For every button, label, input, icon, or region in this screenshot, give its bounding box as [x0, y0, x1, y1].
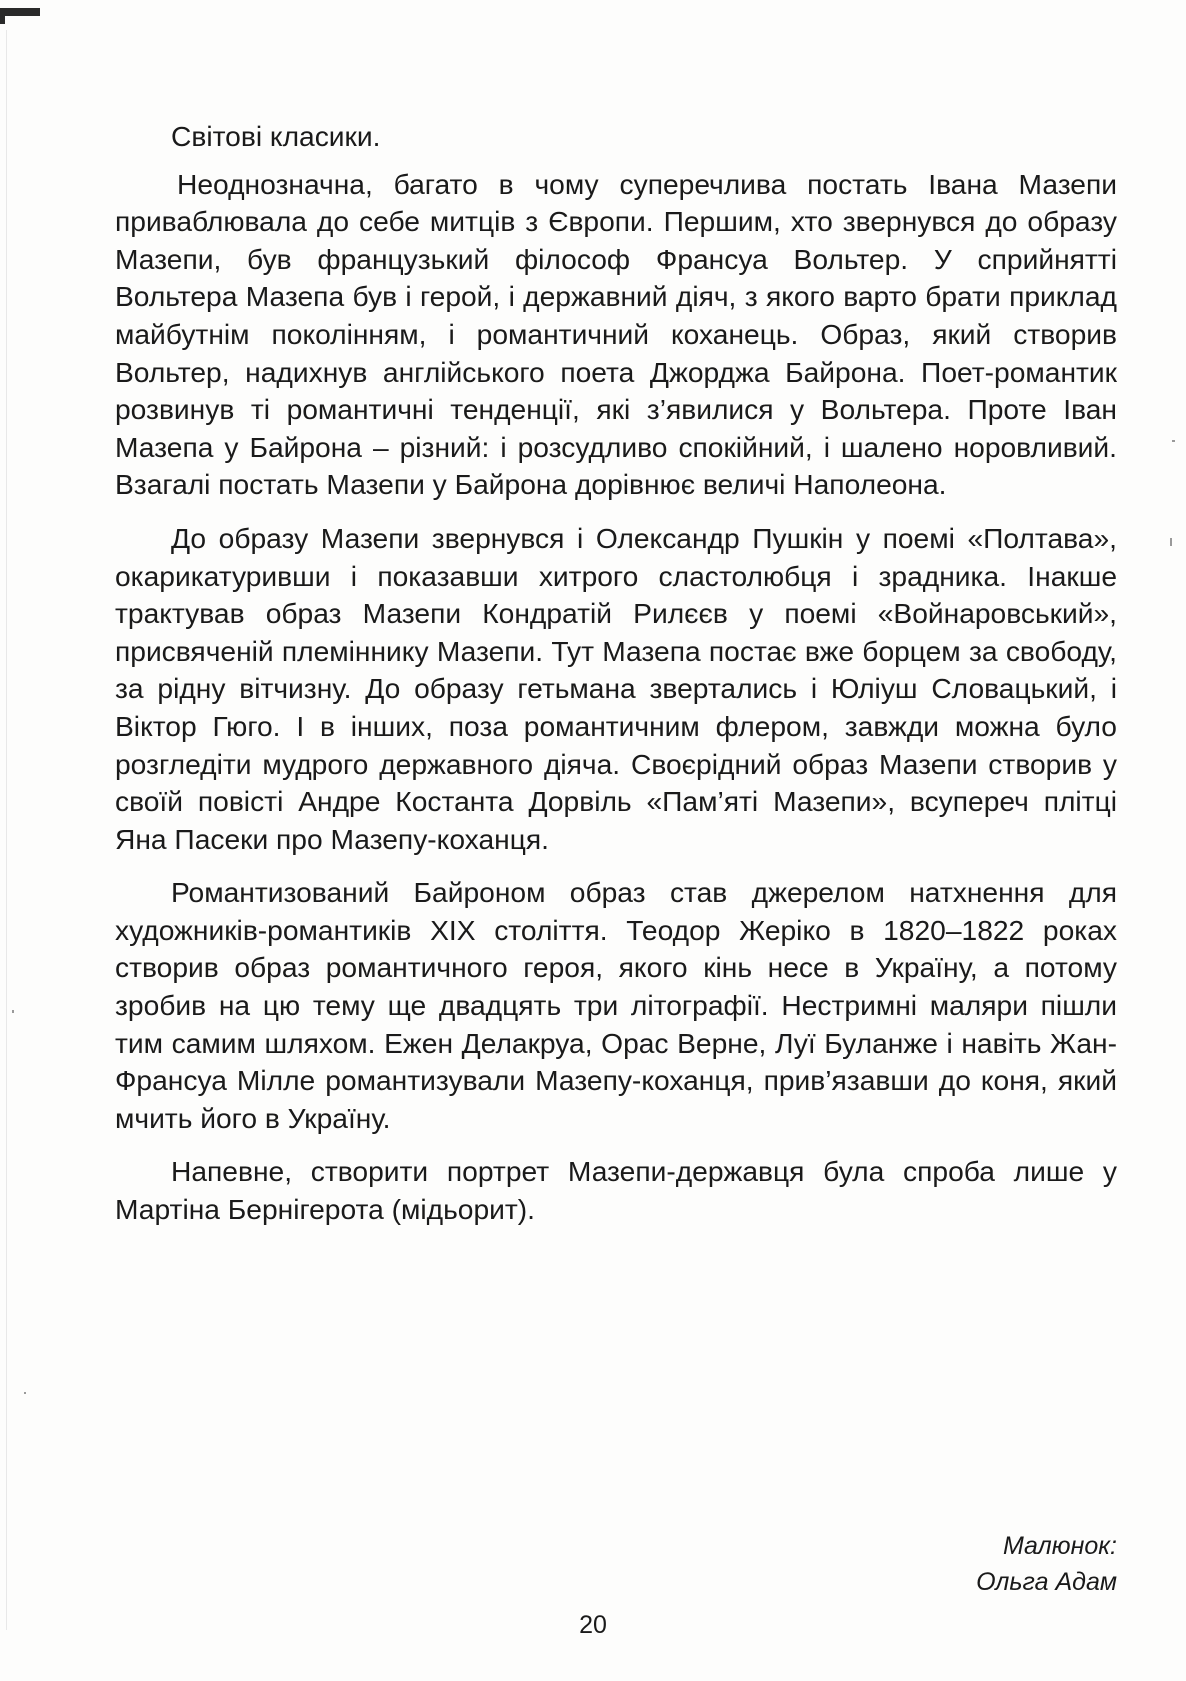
credit-author: Ольга Адам	[976, 1568, 1117, 1596]
paragraph: Неоднозначна, багато в чому суперечлива постать Івана Мазепи приваблювала до себе митців з Європи. Першим, хто звернувся до образу Мазепи, був французький філософ Франсуа Вольтер. У сприйнятті Вольтера Мазепа був і герой, і державний діяч, з якого варто брати приклад майбутнім поколінням, і романтичний коханець. Образ, який створив Вольтер, надихнув англійського поета Джорджа Байрона. Поет-романтик розвинув ті романтичні тенденції, які з’явилися у Вольтера. Проте Іван Мазепа у Байрона – різний: і розсудливо спокійний, і шалено норовливий. Взагалі постать Мазепи у Байрона дорівнює величі Наполеона.	[115, 167, 1117, 501]
paragraph: До образу Мазепи звернувся і Олександр Пушкін у поемі «Полтава», окарикатуривши і показавши хитрого сластолюбця і зрадника. Інакше трактував образ Мазепи Кондратій Рилєєв у поемі «Войнаровський», присвяченій племіннику Мазепи. Тут Мазепа постає вже борцем за свободу, за рідну вітчизну. До образу гетьмана звертались і Юліуш Словацький, і Віктор Гюго. І в інших, поза романтичним флером, завжди можна було розгледіти мудрого державного діяча. Своєрідний образ Мазепи створив у своїй повісті Андре Костанта Дорвіль «Пам’яті Мазепи», всупереч плітці Яна Пасеки про Мазепу-коханця.	[115, 521, 1117, 855]
paragraph: Романтизований Байроном образ став джерелом натхнення для художників-романтиків XIX століття. Теодор Жеріко в 1820–1822 роках створив образ романтичного героя, якого кінь несе в Україну, а потому зробив на цю тему ще двадцять три літографії. Нестримні маляри пішли тим самим шляхом. Ежен Делакруа, Орас Верне, Луї Буланже і навіть Жан-Франсуа Мілле романтизували Мазепу-коханця, прив’язавши до коня, який мчить його в Україну.	[115, 876, 1117, 1134]
scan-speck	[12, 1010, 14, 1013]
scan-speck	[1172, 440, 1175, 442]
scan-edge-line	[6, 30, 7, 1630]
scan-speck	[24, 1392, 26, 1394]
scan-corner-mark-vertical	[0, 8, 5, 24]
page-number: 20	[579, 1611, 607, 1639]
illustration-credit	[976, 1528, 1117, 1600]
scan-speck	[1170, 538, 1172, 546]
paragraph: Напевне, створити портрет Мазепи-державця була спроба лише у Мартіна Бернігерота (мідьорит).	[115, 1155, 1117, 1226]
section-heading: Світові класики.	[171, 120, 381, 152]
article-body	[115, 118, 1117, 1245]
credit-label: Малюнок:	[1002, 1532, 1117, 1560]
scan-corner-mark	[0, 8, 40, 16]
